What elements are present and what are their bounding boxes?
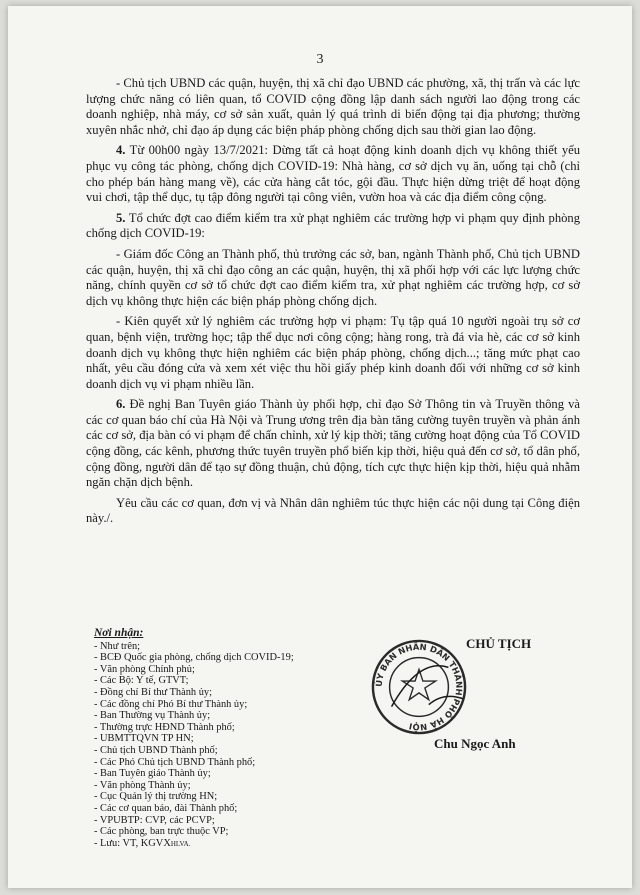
recipient-item: - BCĐ Quốc gia phòng, chống dịch COVID-19; <box>94 652 294 664</box>
recipient-item: - Ban Thường vụ Thành ủy; <box>94 710 211 722</box>
seal-ring-text: ỦY BAN NHÂN DÂN THÀNH PHỐ HÀ NỘI <box>373 641 465 733</box>
paragraph-strict-handling: - Kiên quyết xử lý nghiêm các trường hợp vi phạm: Tụ tập quá 10 người ngoài trụ sở cơ quan, bệnh viện, trường học; tập thể dục nơi công cộng; hàng rong, trà đá vỉa hè, các cơ sở kinh doanh dịch vụ không thực hiện nghiêm các biện pháp phòng, chống dịch...; tăng mức phạt cao nhất, yêu cầu đóng cửa và xem xét việc thu hồi giấy phép kinh doanh đối với những cơ sở kinh doanh dịch vụ vi phạm nhiều lần. <box>86 314 580 391</box>
page-number: 3 <box>316 52 324 67</box>
recipient-item: - Cục Quản lý thị trường HN; <box>94 791 218 803</box>
paragraph-closing: Yêu cầu các cơ quan, đơn vị và Nhân dân nghiêm túc thực hiện các nội dung tại Công điện này./. <box>86 495 580 526</box>
recipients-heading: Nơi nhận: <box>94 627 144 639</box>
signer-name: Chu Ngọc Anh <box>434 736 516 751</box>
recipient-item: - Các Phó Chủ tịch UBND Thành phố; <box>94 756 256 768</box>
recipient-item: - Ban Tuyên giáo Thành ủy; <box>94 768 211 780</box>
paragraph-item-4: 4. Từ 00h00 ngày 13/7/2021: Dừng tất cả hoạt động kinh doanh dịch vụ không thiết yếu phục vụ công tác phòng, chống dịch COVID-19: Nhà hàng, cơ sở dịch vụ ăn, uống tại chỗ (chỉ cho phép bán hàng mang về), các cửa hàng cắt tóc, gội đầu. Thực hiện dừng triệt để hoạt động vui chơi, tập thể dục, tụ tập đông người tại công viên, vườn hoa và các địa điểm công cộng. <box>86 143 580 205</box>
recipient-item: - Các cơ quan báo, đài Thành phố; <box>94 802 238 814</box>
signature-block <box>364 624 544 764</box>
recipient-item: - Thường trực HĐND Thành phố; <box>94 721 235 733</box>
document-page <box>8 6 632 888</box>
recipient-item: - VPUBTP: CVP, các PCVP; <box>94 814 215 826</box>
paragraph-item-5: 5. Tổ chức đợt cao điểm kiểm tra xử phạt nghiêm các trường hợp vi phạm quy định phòng chống dịch COVID-19: <box>86 210 581 241</box>
recipient-item: - UBMTTQVN TP HN; <box>94 733 194 745</box>
official-seal-icon <box>370 638 468 736</box>
recipient-item: - Các phòng, ban trực thuộc VP; <box>94 826 229 838</box>
recipient-item: - Văn phòng Chính phủ; <box>94 663 195 675</box>
paragraph-district-chairs: - Chủ tịch UBND các quận, huyện, thị xã chỉ đạo UBND các phường, xã, thị trấn và các lực lượng chức năng có liên quan, tổ COVID cộng đồng lập danh sách người lao động trong các doanh nghiệp, nhà máy, cơ sở sản xuất, quản lý quá trình di biến động tại địa phương; thường xuyên nhắc nhở, chỉ đạo áp dụng các biện pháp phòng chống dịch sau thời gian lao động. <box>86 76 580 137</box>
document-body <box>86 76 580 532</box>
recipient-item: - Như trên; <box>94 640 141 652</box>
recipient-item: - Các Bộ: Y tế, GTVT; <box>94 675 189 687</box>
signer-title: CHỦ TỊCH <box>466 636 532 651</box>
recipient-item: - Các đồng chí Phó Bí thư Thành ủy; <box>94 698 248 710</box>
recipient-item: - Đồng chí Bí thư Thành ủy; <box>94 686 212 698</box>
recipients-list <box>94 628 384 850</box>
paragraph-item-6: 6. Đề nghị Ban Tuyên giáo Thành ủy phối hợp, chỉ đạo Sở Thông tin và Truyền thông và các cơ quan báo chí của Hà Nội và Trung ương trên địa bàn tăng cường tuyên truyền và phản ánh các cơ sở, địa bàn có vi phạm để chấn chỉnh, xử lý kịp thời; tăng cường hoạt động của Tổ COVID cộng đồng, các kênh, phương thức tuyên truyền phổ biến kịp thời, hiệu quả đến cơ sở, tổ dân phố, cộng đồng, người dân để tạo sự đồng thuận, chủ động, tích cực thực hiện kịp thời, hiệu quả nhằm ngăn chặn dịch bệnh. <box>86 397 580 490</box>
paragraph-police-inspection: - Giám đốc Công an Thành phố, thủ trưởng các sở, ban, ngành Thành phố, Chủ tịch UBND các quận, huyện, thị xã chỉ đạo công an các quận, huyện, thị xã phối hợp với các lực lượng chức năng, chính quyền cơ sở tổ chức đợt cao điểm kiểm tra, xử phạt nghiêm các trường hợp, cơ sở dịch vụ không thực hiện các biện pháp phòng chống dịch. <box>86 246 580 308</box>
recipient-item-archive: - Lưu: VT, KGVXHLVA. <box>94 837 191 849</box>
recipient-item: - Văn phòng Thành ủy; <box>94 779 191 791</box>
recipient-item: - Chủ tịch UBND Thành phố; <box>94 744 218 756</box>
